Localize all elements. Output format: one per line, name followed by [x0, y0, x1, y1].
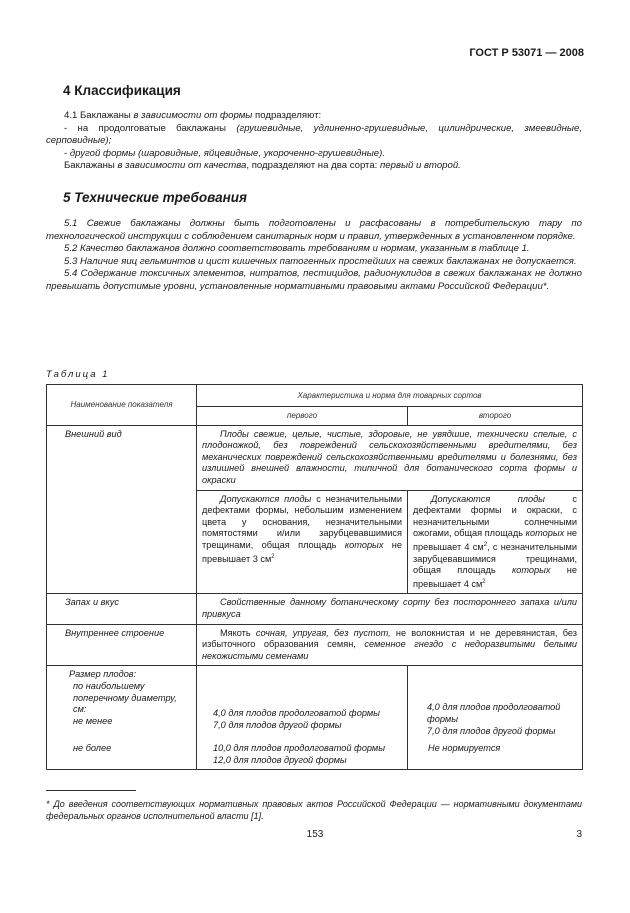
cell-size-max-second: Не нормируется	[408, 740, 583, 770]
table-row	[47, 666, 583, 740]
document-code: ГОСТ Р 53071 — 2008	[469, 47, 584, 59]
clause-5-4: 5.4 Содержание токсичных элементов, нитратов, пестицидов, радионуклидов в свежих баклажанах не должно превышать допустимые уровни, установленные нормативными правовыми актами Российской Федерации*.	[46, 268, 582, 292]
cell-size-min-second: 4,0 для плодов продолговатой формы 7,0 для плодов другой формы	[408, 666, 583, 740]
cell-size-max-first: 10,0 для плодов продолговатой формы 12,0 для плодов другой формы	[197, 740, 408, 770]
footnote: * До введения соответствующих нормативных правовых актов Российской Федерации — нормативными документами федеральных органов исполнительной власти [1].	[46, 799, 582, 821]
cell-smell-taste: Свойственные данному ботаническому сорту без постороннего запаха и/или привкуса	[197, 594, 583, 624]
page-number-center: 153	[306, 829, 324, 840]
cell-appearance-second: Допускаются плоды с дефектами формы и окраски, с незначительными солнечными ожогами, общая площадь которых не превышает 4 $см^2$, с незначительными зарубцевавшимися трещинами, общая площадь которых не превышает 4 $см^2$	[408, 490, 583, 594]
table-row	[47, 740, 583, 770]
table-row	[47, 425, 583, 490]
row-label: Размер плодов: по наибольшему поперечному диаметру, см: не менее	[47, 666, 197, 740]
clause-5-1: 5.1 Свежие баклажаны должны быть подготовлены и расфасованы в потребительскую тару по технологической инструкции с соблюдением санитарных норм и правил, утвержденных в установленном порядке.	[46, 218, 582, 242]
page-number-right: 3	[576, 829, 582, 840]
cell-appearance: Плоды свежие, целые, чистые, здоровые, не увядшие, технически спелые, с плодоножкой, без повреждений сельскохозяйственными вредителями, без механических повреждений сельскохозяйственными вредителями и болезнями, без излишней внешней влажности, типичной для ботанического сорта формы и окраски	[197, 425, 583, 490]
section-5-title: 5 Технические требования	[63, 190, 247, 205]
header-second-grade: второго	[408, 407, 583, 426]
requirements-table	[46, 384, 583, 770]
row-label: не более	[47, 740, 197, 770]
header-first-grade: первого	[197, 407, 408, 426]
row-label: Внешний вид	[47, 425, 197, 594]
header-param: Наименование показателя	[47, 385, 197, 426]
cell-appearance-first: Допускаются плоды с незначительными дефектами формы, небольшим изменением цвета у основания, незначительными помятостями и/или зарубцевавшимися трещинами, общая площадь которых не превышает 3 $см^2$	[197, 490, 408, 594]
footnote-divider	[46, 790, 136, 791]
header-group: Характеристика и норма для товарных сортов	[197, 385, 583, 407]
section-5-body	[46, 218, 582, 294]
section-4-body: 4.1 Баклажаны в зависимости от формы подразделяют: - на продолговатые баклажаны (грушевидные, удлиненно-грушевидные, цилиндрические, змеевидные, серповидные); - другой формы (шаровидные, яйцевидные, укороченно-грушевидные). Баклажаны в зависимости от качества, подразделяют на два сорта: первый и второй.	[46, 110, 582, 172]
clause-5-2: 5.2 Качество баклажанов должно соответствовать требованиям и нормам, указанным в таблице 1.	[64, 243, 530, 255]
clause-5-3: 5.3 Наличие яиц гельминтов и цист кишечных патогенных простейших на свежих баклажанах не допускается.	[64, 255, 577, 267]
row-label: Внутреннее строение	[47, 624, 197, 666]
cell-size-min-first: 4,0 для плодов продолговатой формы 7,0 для плодов другой формы	[197, 666, 408, 740]
table-row	[47, 624, 583, 666]
cell-structure: Мякоть сочная, упругая, без пустот, не волокнистая и не деревянистая, без избыточного образования семян, семенное гнездо с недоразвитыми белыми некожистыми семенами	[197, 624, 583, 666]
section-4-title: 4 Классификация	[63, 83, 181, 98]
row-label: Запах и вкус	[47, 594, 197, 624]
table-caption: Таблица 1	[46, 369, 110, 380]
table-row	[47, 594, 583, 624]
